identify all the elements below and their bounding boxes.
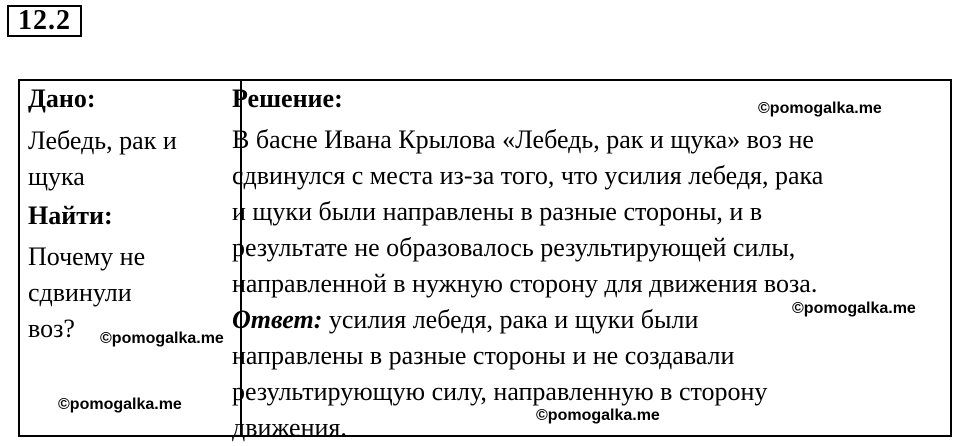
find-heading: Найти: (28, 201, 113, 230)
solution-column (232, 81, 944, 446)
solution-table (18, 79, 952, 442)
given-heading: Дано: (28, 84, 96, 113)
solution-line: результате не образовалось результирующей силы, (232, 233, 796, 262)
answer-line: направлены в разные стороны и не создавали (232, 341, 735, 370)
solution-line: В басне Ивана Крылова «Лебедь, рак и щука» воз не (232, 125, 814, 154)
watermark: ©pomogalka.me (100, 330, 224, 347)
solution-line: и щуки были направлены в разные стороны, и в (232, 197, 763, 226)
given-column (28, 81, 233, 347)
answer-first-text: усилия лебедя, рака и щуки были (328, 305, 699, 334)
watermark: ©pomogalka.me (536, 407, 660, 424)
given-line-2: щука (28, 162, 85, 191)
answer-label: Ответ: (232, 305, 323, 334)
task-number: 12.2 (7, 5, 82, 37)
solution-line: направленной в нужную сторону для движения воза. (232, 269, 818, 298)
watermark: ©pomogalka.me (58, 396, 182, 413)
find-line-3: воз? (28, 314, 75, 343)
watermark: ©pomogalka.me (758, 100, 882, 117)
solution-line: сдвинулся с места из-за того, что усилия лебедя, рака (232, 161, 824, 190)
solution-text (232, 122, 944, 302)
solution-heading: Решение: (232, 84, 343, 113)
given-line-1: Лебедь, рак и (28, 126, 177, 155)
answer-line: результирующую силу, направленную в сторону (232, 377, 768, 406)
answer-line: движения. (232, 413, 347, 442)
find-line-1: Почему не (28, 242, 146, 271)
find-line-2: сдвинули (28, 278, 132, 307)
watermark: ©pomogalka.me (792, 300, 916, 317)
